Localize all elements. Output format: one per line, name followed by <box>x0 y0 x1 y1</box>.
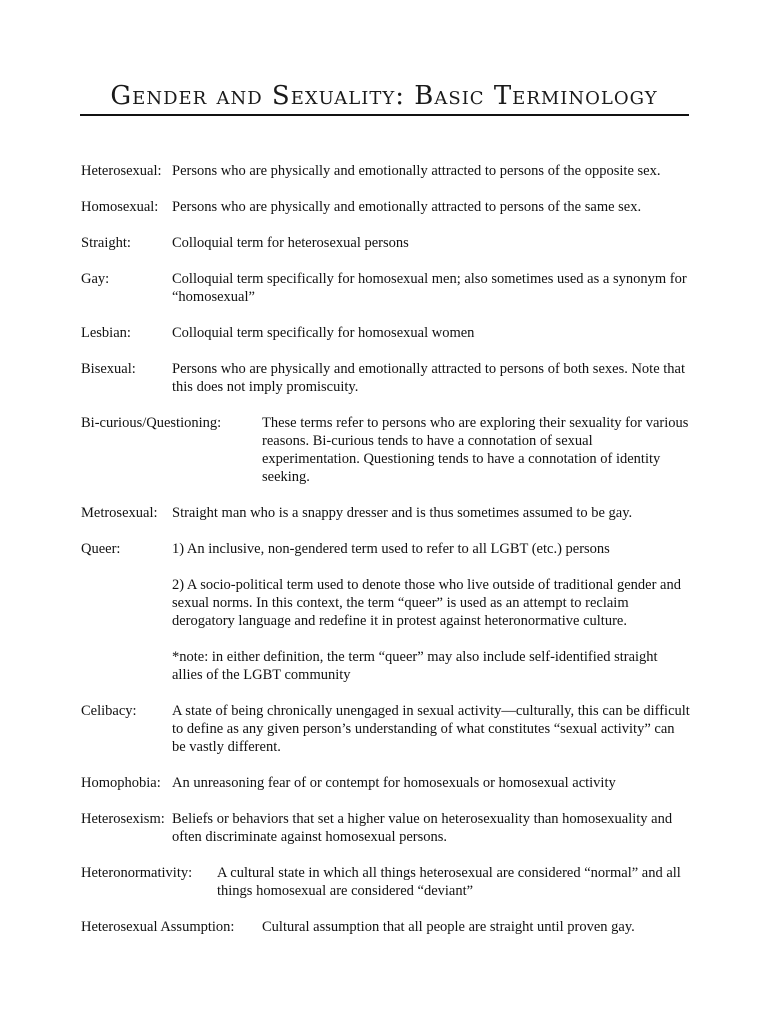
term-label: Bi-curious/Questioning: <box>81 415 222 431</box>
term-definition <box>172 702 691 756</box>
term-definition <box>172 810 691 846</box>
entry-gay <box>81 270 691 306</box>
definition-paragraph: Straight man who is a snappy dresser and is thus sometimes assumed to be gay. <box>172 505 633 521</box>
term-label: Lesbian: <box>81 325 131 341</box>
term-label: Heterosexual: <box>81 163 162 179</box>
definition-paragraph: Cultural assumption that all people are straight until proven gay. <box>262 919 635 935</box>
entry-heterosexism <box>81 810 691 846</box>
entry-metrosexual <box>81 504 691 522</box>
page-title: Gender and Sexuality: Basic Terminology <box>110 81 658 111</box>
term-definition <box>217 864 691 900</box>
entry-lesbian <box>81 324 691 342</box>
definition-paragraph: 1) An inclusive, non-gendered term used to refer to all LGBT (etc.) persons <box>172 541 610 557</box>
entry-homosexual <box>81 198 691 216</box>
definition-paragraph: Beliefs or behaviors that set a higher value on heterosexuality than homosexuality and often discriminate against homosexual persons. <box>172 811 673 845</box>
definition-paragraph: Colloquial term for heterosexual persons <box>172 235 409 251</box>
definition-paragraph: Persons who are physically and emotionally attracted to persons of the opposite sex. <box>172 163 661 179</box>
definition-paragraph: A cultural state in which all things heterosexual are considered “normal” and all things homosexual are considered “deviant” <box>217 865 681 899</box>
term-label: Celibacy: <box>81 703 137 719</box>
definition-paragraph: Colloquial term specifically for homosexual women <box>172 325 475 341</box>
term-label: Gay: <box>81 271 110 287</box>
term-definition <box>172 504 691 522</box>
definition-paragraph: Colloquial term specifically for homosexual men; also sometimes used as a synonym for “homosexual” <box>172 271 687 305</box>
definition-paragraph: 2) A socio-political term used to denote those who live outside of traditional gender and sexual norms. In this context, the term “queer” is used as an attempt to reclaim derogatory language and redefine it in protest against heteronormative culture. <box>172 577 681 629</box>
term-label: Homophobia: <box>81 775 161 791</box>
term-definition <box>172 270 691 306</box>
definition-paragraph: Persons who are physically and emotionally attracted to persons of both sexes. Note that this does not imply promiscuity. <box>172 361 686 395</box>
entry-celibacy <box>81 702 691 756</box>
entry-heteronormativity <box>81 864 691 900</box>
definition-paragraph: A state of being chronically unengaged in sexual activity—culturally, this can be difficult to define as any given person’s understanding of what constitutes “sexual activity” can be vastly different. <box>172 703 690 755</box>
term-definition <box>172 540 691 684</box>
entry-heterosexual-assumption <box>81 918 691 936</box>
term-definition <box>262 414 691 486</box>
entry-queer <box>81 540 691 684</box>
term-label: Homosexual: <box>81 199 159 215</box>
entry-bi-curious-questioning <box>81 414 691 486</box>
term-definition <box>262 918 691 936</box>
entry-straight <box>81 234 691 252</box>
term-label: Bisexual: <box>81 361 136 377</box>
title-underline <box>80 114 689 116</box>
definition-note: *note: in either definition, the term “queer” may also include self-identified straight allies of the LGBT community <box>172 649 658 683</box>
term-definition <box>172 234 691 252</box>
term-label: Heterosexism: <box>81 811 165 827</box>
definition-paragraph: These terms refer to persons who are exploring their sexuality for various reasons. Bi-curious tends to have a connotation of sexual experimentation. Questioning tends to have a connotation of identity seeking. <box>262 415 689 485</box>
term-label: Queer: <box>81 541 121 557</box>
term-definition <box>172 198 691 216</box>
term-definition <box>172 162 691 180</box>
definition-paragraph: An unreasoning fear of or contempt for homosexuals or homosexual activity <box>172 775 616 791</box>
entry-bisexual <box>81 360 691 396</box>
terminology-list <box>81 162 691 936</box>
term-definition <box>172 360 691 396</box>
term-label: Metrosexual: <box>81 505 158 521</box>
term-definition <box>172 774 691 792</box>
entry-heterosexual <box>81 162 691 180</box>
term-label: Straight: <box>81 235 131 251</box>
entry-homophobia <box>81 774 691 792</box>
term-label: Heterosexual Assumption: <box>81 919 235 935</box>
term-definition <box>172 324 691 342</box>
term-label: Heteronormativity: <box>81 865 193 881</box>
definition-paragraph: Persons who are physically and emotionally attracted to persons of the same sex. <box>172 199 642 215</box>
